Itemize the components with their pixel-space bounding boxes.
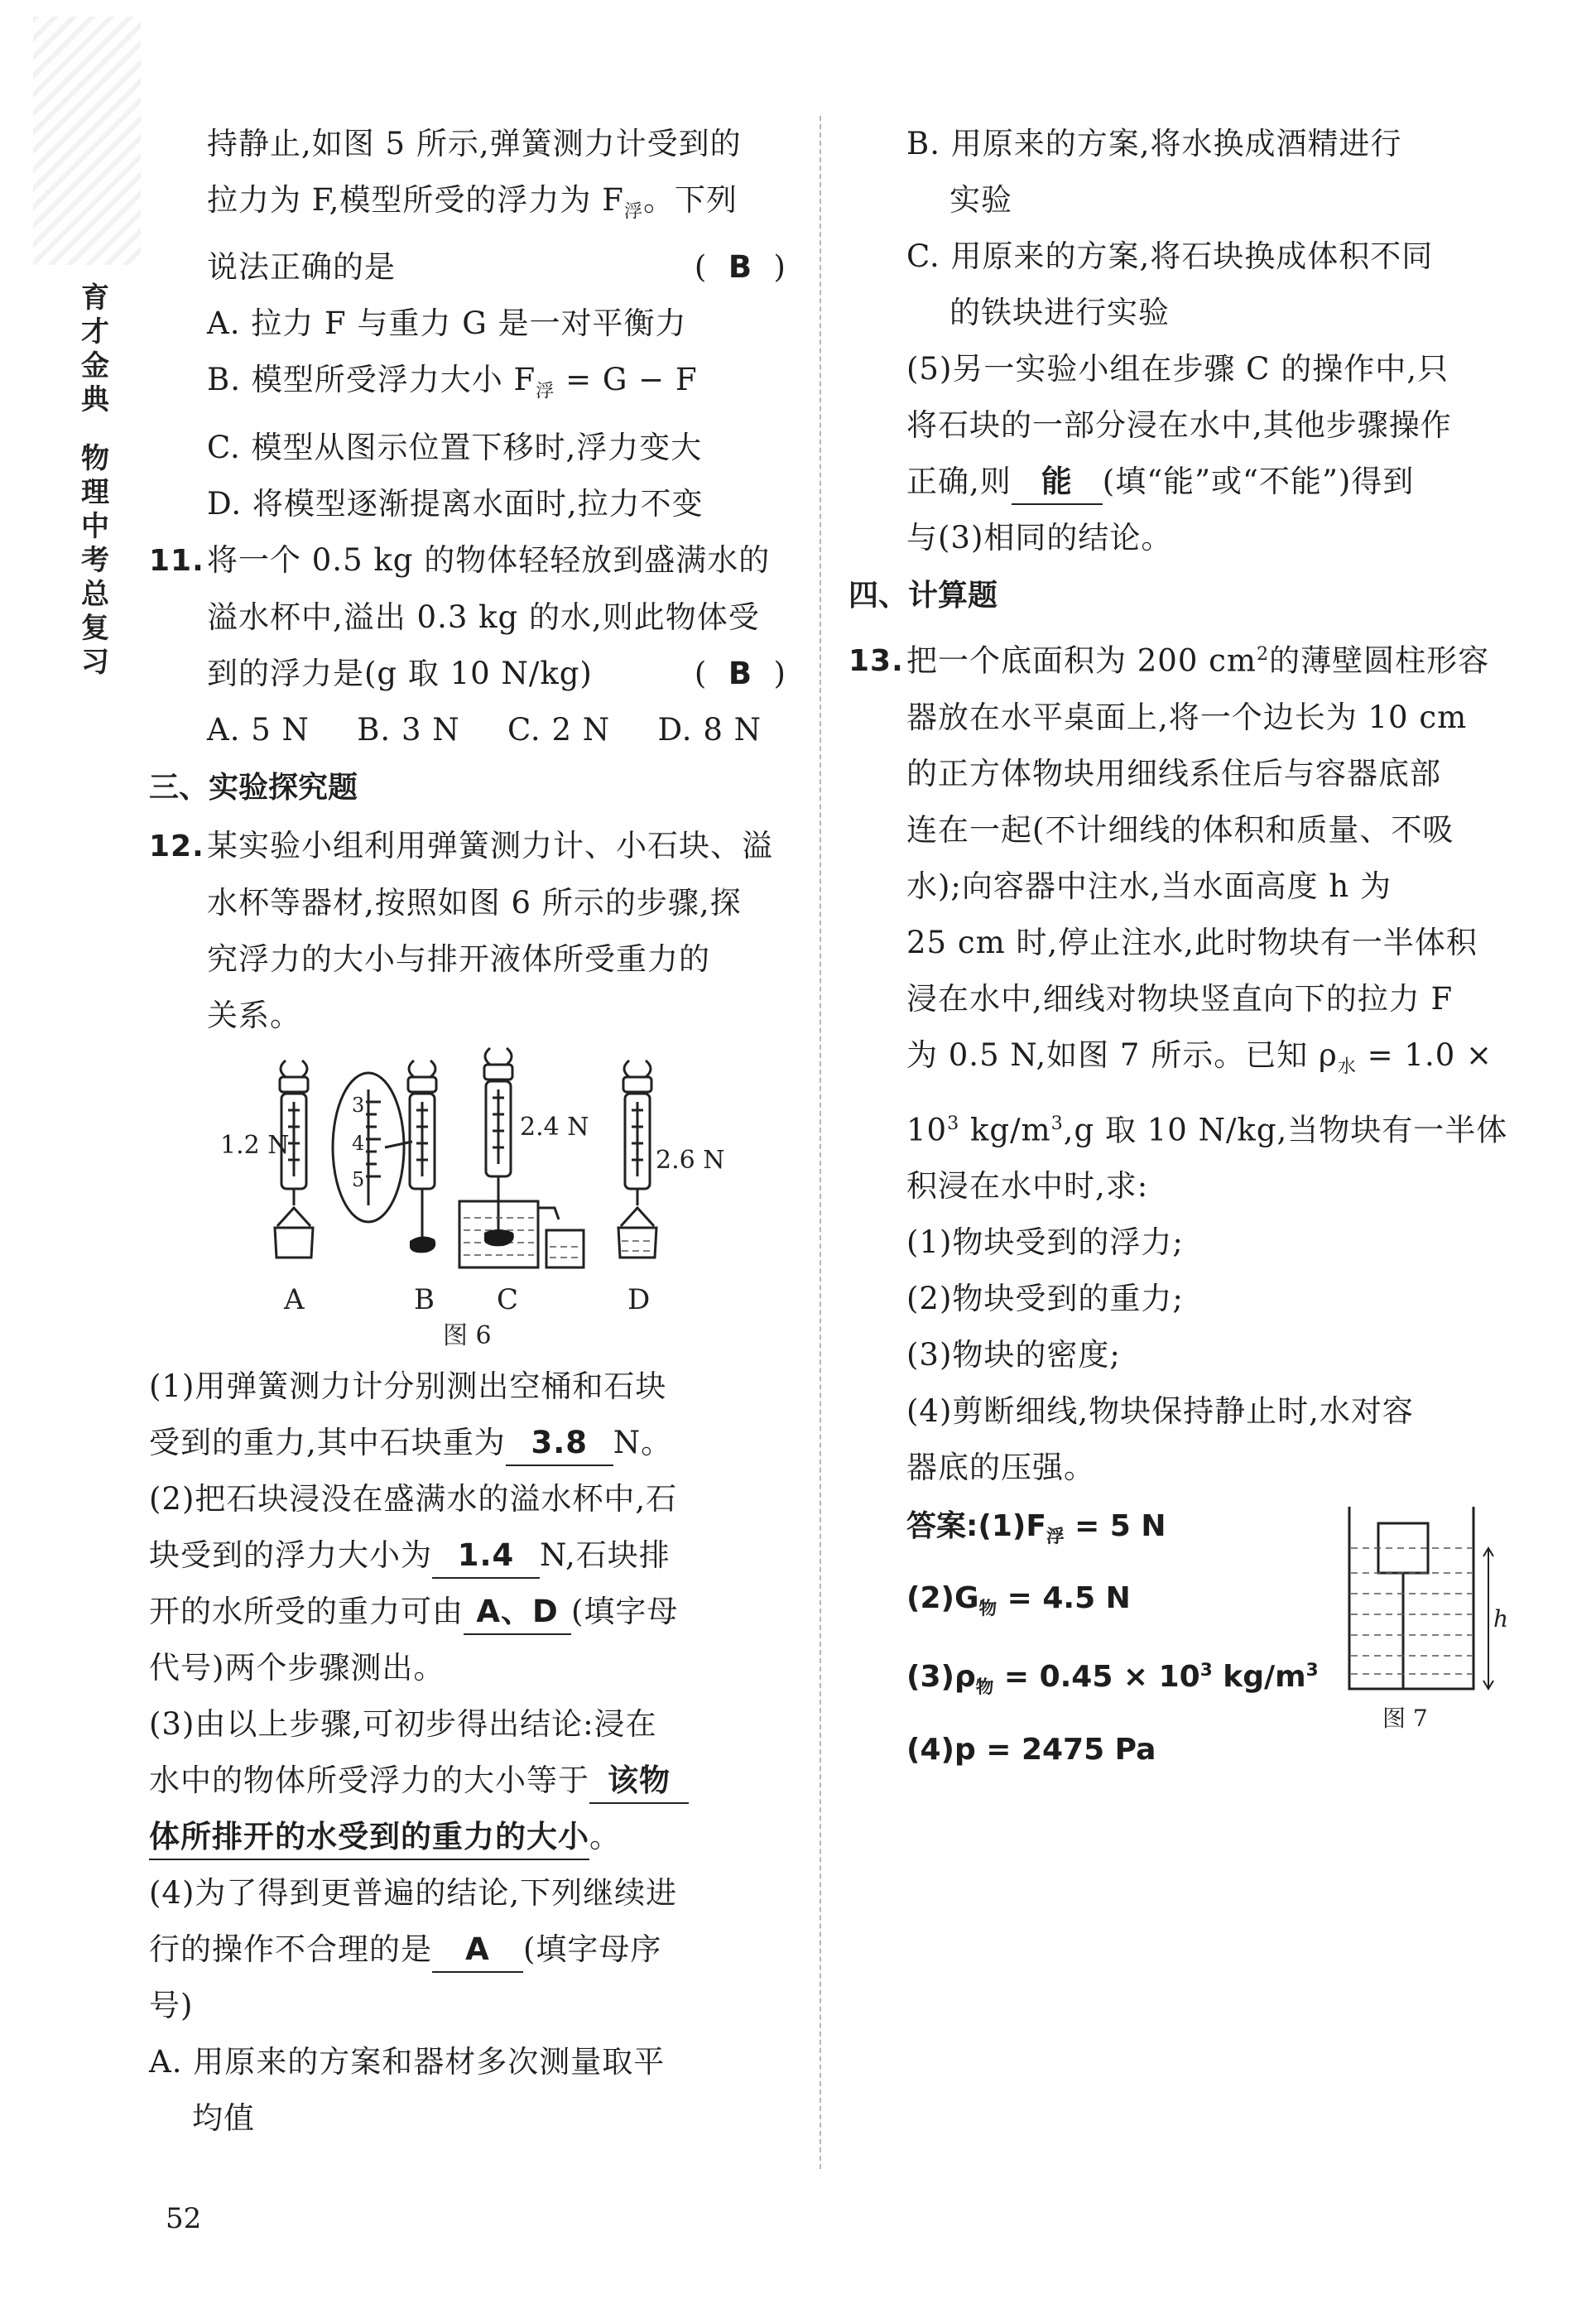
- q12-p3-line-1: (3)由以上步骤,可初步得出结论:浸在: [149, 1705, 657, 1742]
- q13-line-10: 积浸在水中时,求:: [906, 1168, 1149, 1205]
- q11-line-2: 溢水杯中,溢出 0.3 kg 的水,则此物体受: [207, 599, 760, 635]
- q12-p2-line-3: 开的水所受的重力可由 A、D (填字母: [149, 1584, 795, 1640]
- q11-options: [149, 702, 795, 758]
- q13-line-3: 的正方体物块用细线系住后与容器底部: [906, 756, 1441, 792]
- label-a-reading: 1.2 N: [220, 1130, 290, 1160]
- q12-p4-line-2: 行的操作不合理的是 A (填字母序: [149, 1921, 795, 1978]
- q13-line-6: 25 cm 时,停止注水,此时物块有一半体积: [906, 925, 1478, 961]
- q13-answer-4: (4)p = 2475 Pa: [906, 1732, 1156, 1767]
- q11-option-c: C. 2 N: [507, 711, 611, 748]
- figure-6: [149, 1044, 795, 1359]
- decorative-stripes: [33, 17, 141, 265]
- q12-p2-line-1: (2)把石块浸没在盛满水的溢水杯中,石: [149, 1480, 678, 1517]
- q13-answer-2: $(2)G_物 = 4.5$ N: [906, 1581, 1131, 1620]
- q11-answer-paren: ( B ): [694, 655, 786, 691]
- q12-p2-line-2: 块受到的浮力大小为 1.4 N,石块排: [149, 1527, 795, 1584]
- q12-p5-line-4: 与(3)相同的结论。: [906, 520, 1173, 556]
- sidebar-brand: [66, 281, 124, 417]
- q12-p3-answer-2: 体所排开的水受到的重力的大小: [149, 1816, 589, 1860]
- q10-answer: B: [728, 249, 753, 286]
- page-number: 52: [166, 2202, 202, 2235]
- q12-p2-answer-2: A、D: [464, 1590, 571, 1635]
- q13-line-7: 浸在水中,细线对物块竖直向下的拉力 F: [906, 981, 1454, 1017]
- q12-p4-line-3: 号): [149, 1987, 194, 2023]
- q10-option-a: A. 拉力 F 与重力 G 是一对平衡力: [207, 305, 687, 342]
- q12-line-1: 12.某实验小组利用弹簧测力计、小石块、溢: [149, 818, 795, 875]
- sidebar-char: 金: [81, 349, 109, 382]
- q12-p3-answer-1: 该物: [589, 1759, 689, 1804]
- section-4-heading: 四、计算题: [848, 579, 998, 613]
- column-divider: [820, 116, 821, 2169]
- q13-part-3: (3)物块的密度;: [906, 1337, 1121, 1373]
- sidebar-char: 才: [81, 315, 109, 349]
- q10-line-3: 说法正确的是 ( B ): [149, 239, 795, 296]
- spring-scale-b: [408, 1060, 436, 1241]
- label-h: h: [1493, 1605, 1509, 1633]
- sidebar-char: 考: [81, 544, 109, 577]
- q13-line-9: $10^3$ $kg/m^3,g$ 取 10 N/kg,当物块有一半体: [906, 1112, 1508, 1148]
- zoom-oval-b: [333, 1073, 412, 1222]
- q13-line-2: 器放在水平桌面上,将一个边长为 10 cm: [906, 700, 1468, 736]
- figure-6-caption: 图 6: [443, 1320, 492, 1350]
- q12-p3-line-2: 水中的物体所受浮力的大小等于 该物: [149, 1753, 795, 1809]
- q12-p1-line-1: (1)用弹簧测力计分别测出空桶和石块: [149, 1368, 667, 1404]
- q12-line-4: 关系。: [207, 997, 301, 1033]
- q12-p2-line-4: 代号)两个步骤测出。: [149, 1649, 445, 1686]
- q11-line-3: 到的浮力是(g 取 10 N/kg) ( B ): [149, 646, 795, 702]
- q10-option-d: D. 将模型逐渐提离水面时,拉力不变: [207, 485, 704, 522]
- q11-option-b: B. 3 N: [357, 711, 460, 748]
- q13-part-2: (2)物块受到的重力;: [906, 1281, 1184, 1317]
- figure-7-caption: 图 7: [1382, 1705, 1428, 1732]
- figure-6-drawing: [149, 1044, 795, 1359]
- sidebar-subject: [66, 442, 124, 680]
- step-label-d: D: [627, 1282, 651, 1316]
- q13-answer-1: 答案$:(1)F_浮 = 5$ N: [906, 1509, 1166, 1548]
- zoom-tick-4: 4: [352, 1131, 365, 1155]
- sidebar-char: 典: [81, 383, 109, 416]
- q12-p2-answer-1: 1.4: [432, 1534, 540, 1579]
- label-d-reading: 2.6 N: [656, 1145, 725, 1175]
- zoom-tick-3: 3: [352, 1093, 365, 1117]
- q13-line-4: 连在一起(不计细线的体积和质量、不吸: [906, 812, 1454, 849]
- q12-p1-line-2: 受到的重力,其中石块重为 3.8 N。: [149, 1415, 795, 1471]
- q11-option-d: D. 8 N: [657, 711, 762, 748]
- stone-b: [410, 1236, 435, 1253]
- sidebar-char: 习: [81, 646, 109, 679]
- spring-scale-c: [484, 1048, 512, 1233]
- q12-p4-answer: A: [432, 1928, 523, 1973]
- sidebar-char: 复: [81, 612, 109, 645]
- section-3-heading: 三、实验探究题: [149, 770, 358, 805]
- q13-part-1: (1)物块受到的浮力;: [906, 1224, 1184, 1261]
- sidebar-title: [66, 281, 124, 680]
- sidebar-char: 理: [81, 476, 109, 509]
- q13-line-5: 水);向容器中注水,当水面高度 h 为: [906, 868, 1392, 905]
- figure-7-drawing: [1341, 1498, 1507, 1739]
- q11-line-1: 11.将一个 0.5 kg 的物体轻轻放到盛满水的: [149, 532, 795, 589]
- step-label-a: A: [284, 1282, 305, 1316]
- q12-p5-line-1: (5)另一实验小组在步骤 C 的操作中,只: [906, 351, 1449, 387]
- figure-7: [1341, 1498, 1507, 1739]
- sidebar-char: 物: [81, 442, 109, 475]
- q12-line-2: 水杯等器材,按照如图 6 所示的步骤,探: [207, 884, 742, 921]
- q10-line-2: 拉力为 F,模型所受的浮力为 $F_浮$。下列: [207, 182, 738, 223]
- step-label-b: B: [414, 1282, 435, 1316]
- label-c-reading: 2.4 N: [520, 1112, 589, 1142]
- q12-line-3: 究浮力的大小与排开液体所受重力的: [207, 940, 710, 977]
- q12-p4-option-b-1: B. 用原来的方案,将水换成酒精进行: [906, 126, 1402, 161]
- q10-answer-paren: ( B ): [694, 249, 786, 286]
- q12-p5-line-3: 正确,则 能 (填“能”或“不能”)得到: [848, 454, 1494, 510]
- q12-p4-option-b-2: 实验: [949, 182, 1012, 218]
- q13-line-8: 为 0.5 N,如图 7 所示。已知 $\rho_水 = 1.0$ ×: [906, 1037, 1493, 1078]
- zoom-tick-5: 5: [352, 1167, 365, 1191]
- sidebar-char: 育: [81, 281, 109, 315]
- q10-option-b: B. 模型所受浮力大小 $F_浮 = G - F$: [207, 362, 698, 402]
- q11-answer: B: [728, 655, 753, 691]
- q12-p4-line-1: (4)为了得到更普遍的结论,下列继续进: [149, 1874, 678, 1911]
- stone-c: [484, 1229, 514, 1246]
- q12-p3-line-3: 体所排开的水受到的重力的大小。: [149, 1809, 795, 1865]
- q11-number: 11.: [149, 543, 204, 578]
- q12-p4-option-a-1: A. 用原来的方案和器材多次测量取平: [149, 2043, 666, 2080]
- q13-line-1: 13.把一个底面积为 200 $cm^2$的薄壁圆柱形容: [848, 626, 1494, 690]
- spring-scale-d: [618, 1060, 656, 1258]
- q12-p5-line-2: 将石块的一部分浸在水中,其他步骤操作: [906, 407, 1452, 443]
- sidebar-char: 总: [81, 578, 109, 611]
- q12-p4-option-c-1: C. 用原来的方案,将石块换成体积不同: [906, 238, 1434, 274]
- q11-option-a: A. 5 N: [207, 711, 310, 748]
- q12-p4-option-a-2: 均值: [192, 2099, 255, 2136]
- q10-option-c: C. 模型从图示位置下移时,浮力变大: [207, 429, 703, 465]
- q10-line-1: 持静止,如图 5 所示,弹簧测力计受到的: [207, 126, 742, 161]
- q13-number: 13.: [848, 644, 904, 679]
- q12-p5-answer: 能: [1012, 460, 1103, 505]
- q12-p1-answer: 3.8: [506, 1421, 613, 1466]
- sidebar-char: 中: [81, 510, 109, 543]
- q13-part-4: (4)剪断细线,物块保持静止时,水对容: [906, 1393, 1414, 1430]
- q13-part-4b: 器底的压强。: [906, 1450, 1095, 1486]
- q12-p4-option-c-2: 的铁块进行实验: [949, 295, 1170, 330]
- q12-number: 12.: [149, 829, 204, 863]
- left-column: [149, 116, 795, 2147]
- step-label-c: C: [497, 1282, 519, 1316]
- q13-answer-3: $(3)\rho_物 = 0.45 \times 10^3$ $kg/m^3$: [906, 1660, 1319, 1699]
